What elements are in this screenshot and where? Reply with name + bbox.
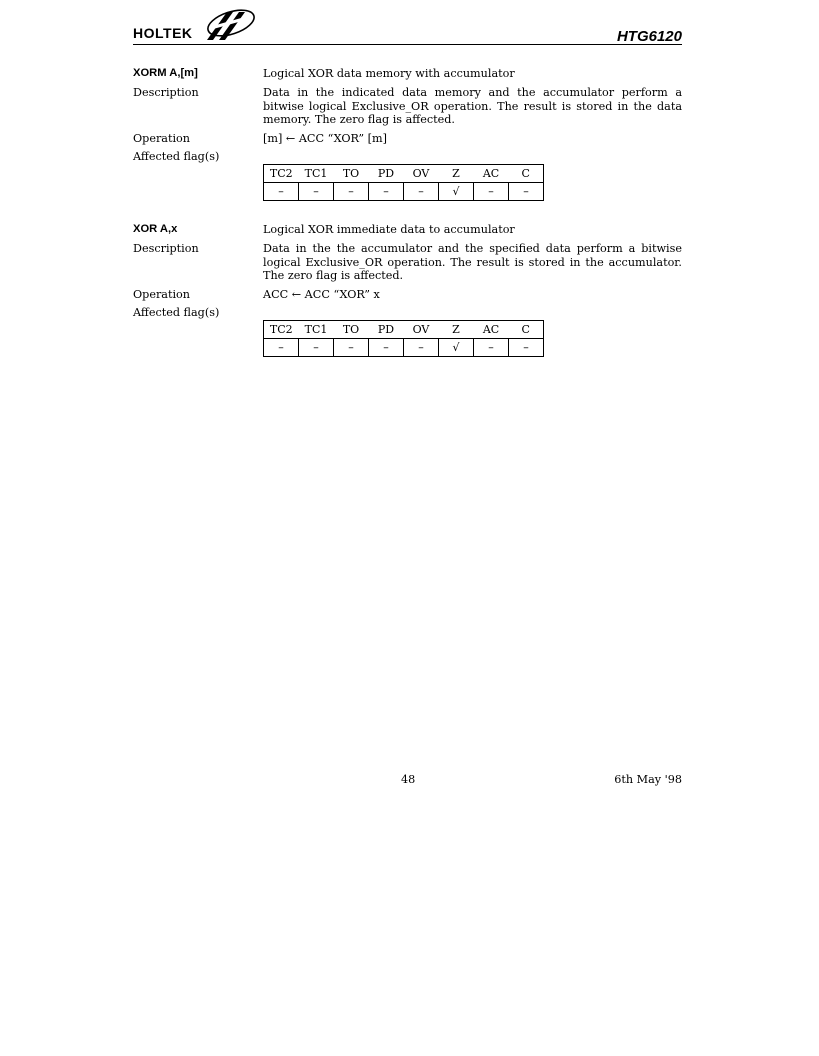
flag-value: – bbox=[404, 339, 439, 357]
page-header bbox=[133, 4, 682, 46]
flag-value: – bbox=[369, 339, 404, 357]
flag-header: TC2 bbox=[264, 321, 299, 339]
flags-header-row bbox=[264, 165, 544, 183]
instruction-description: Data in the indicated data memory and the accumulator perform a bitwise logical Exclusive_OR operation. The result is stored in the data memory. The zero flag is affected. bbox=[263, 86, 682, 127]
flag-value: – bbox=[264, 183, 299, 201]
flag-header: AC bbox=[474, 165, 509, 183]
flag-header: PD bbox=[369, 321, 404, 339]
flag-value: – bbox=[334, 339, 369, 357]
instruction-summary: Logical XOR immediate data to accumulator bbox=[263, 223, 515, 236]
part-number: HTG6120 bbox=[616, 28, 682, 45]
instruction-entry-xorm bbox=[133, 67, 682, 198]
flag-header: TC1 bbox=[299, 165, 334, 183]
flag-value: – bbox=[509, 183, 544, 201]
flag-header: TO bbox=[334, 165, 369, 183]
flag-value: – bbox=[334, 183, 369, 201]
flag-value: √ bbox=[439, 183, 474, 201]
flag-value: – bbox=[369, 183, 404, 201]
instruction-operation: [m] ← ACC “XOR” [m] bbox=[263, 132, 387, 145]
affected-flags-label: Affected flag(s) bbox=[133, 150, 220, 163]
flag-header: OV bbox=[404, 321, 439, 339]
flag-header: Z bbox=[439, 321, 474, 339]
flags-value-row bbox=[264, 339, 544, 357]
holtek-logo bbox=[133, 4, 263, 46]
flag-header: AC bbox=[474, 321, 509, 339]
flags-value-row bbox=[264, 183, 544, 201]
instruction-description: Data in the the accumulator and the specified data perform a bitwise logical Exclusive_OR operation. The result is stored in the accumulator. The zero flag is affected. bbox=[263, 242, 682, 283]
flags-header-row bbox=[264, 321, 544, 339]
instruction-entry-xor bbox=[133, 223, 682, 354]
flag-value: – bbox=[474, 339, 509, 357]
flag-header: C bbox=[509, 321, 544, 339]
flag-value: – bbox=[264, 339, 299, 357]
instruction-mnemonic: XOR A,x bbox=[133, 223, 178, 235]
description-label: Description bbox=[133, 86, 199, 99]
flag-header: TC1 bbox=[299, 321, 334, 339]
flag-header: TC2 bbox=[264, 165, 299, 183]
holtek-logo-icon bbox=[201, 4, 257, 42]
flag-value: – bbox=[404, 183, 439, 201]
instruction-operation: ACC ← ACC “XOR” x bbox=[263, 288, 380, 301]
page-number: 48 bbox=[401, 773, 416, 786]
flag-header: TO bbox=[334, 321, 369, 339]
flags-table bbox=[263, 164, 544, 201]
flag-header: C bbox=[509, 165, 544, 183]
flag-value: – bbox=[474, 183, 509, 201]
instruction-mnemonic: XORM A,[m] bbox=[133, 67, 198, 79]
flags-table bbox=[263, 320, 544, 357]
flag-header: Z bbox=[439, 165, 474, 183]
operation-label: Operation bbox=[133, 288, 190, 301]
flag-header: PD bbox=[369, 165, 404, 183]
operation-label: Operation bbox=[133, 132, 190, 145]
description-label: Description bbox=[133, 242, 199, 255]
flag-value: √ bbox=[439, 339, 474, 357]
flag-header: OV bbox=[404, 165, 439, 183]
affected-flags-label: Affected flag(s) bbox=[133, 306, 220, 319]
flag-value: – bbox=[299, 183, 334, 201]
flag-value: – bbox=[299, 339, 334, 357]
logo-text: HOLTEK bbox=[133, 25, 193, 41]
flag-value: – bbox=[509, 339, 544, 357]
instruction-summary: Logical XOR data memory with accumulator bbox=[263, 67, 515, 80]
header-rule bbox=[133, 44, 682, 45]
publication-date: 6th May '98 bbox=[614, 773, 682, 786]
